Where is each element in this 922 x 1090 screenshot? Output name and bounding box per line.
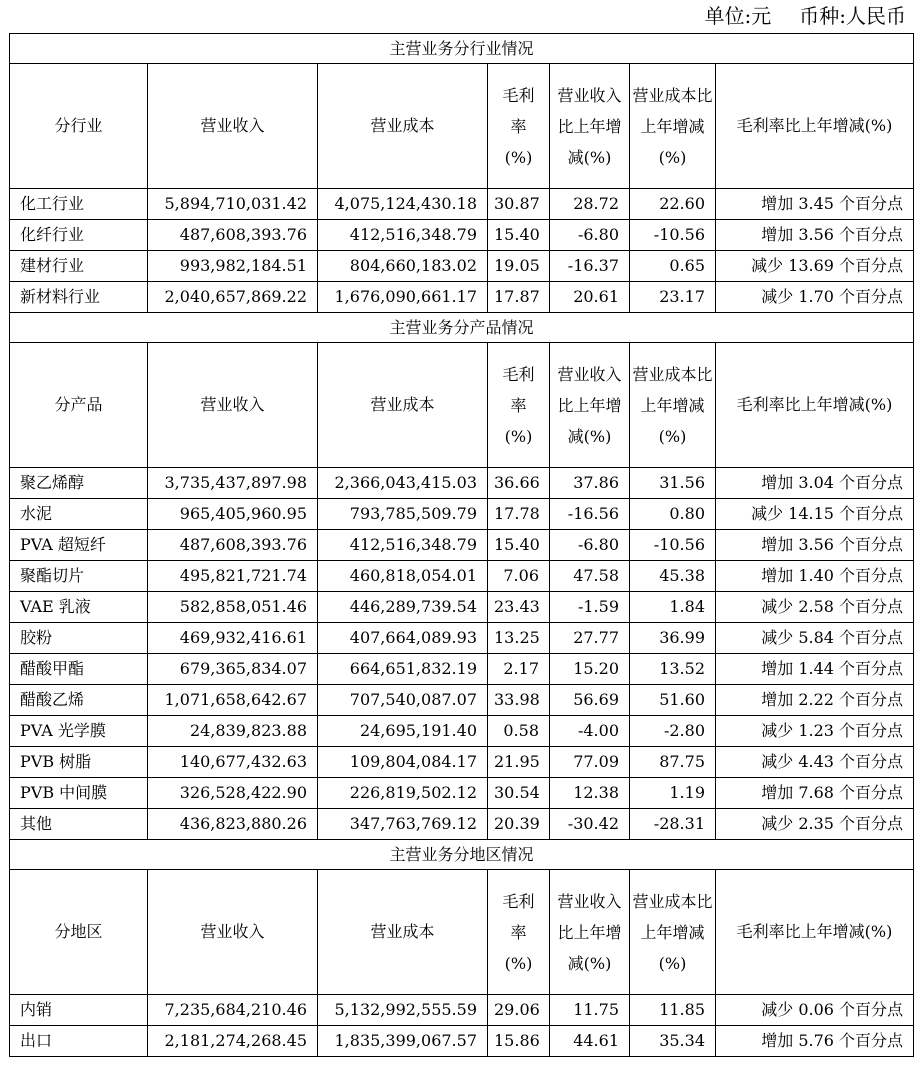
cell-revenue: 24,839,823.88 (148, 716, 318, 747)
table-row (10, 995, 914, 1026)
header-margin: 毛利率(%) (488, 343, 550, 468)
cell-cost: 4,075,124,430.18 (318, 189, 488, 220)
cell-margin: 20.39 (488, 809, 550, 840)
table-row (10, 623, 914, 654)
table-row (10, 189, 914, 220)
header-cost: 营业成本 (318, 343, 488, 468)
cell-margin-change: 增加 3.56 个百分点 (716, 220, 914, 251)
cell-cost: 664,651,832.19 (318, 654, 488, 685)
cell-cost-change: 35.34 (630, 1026, 716, 1057)
cell-cost: 1,676,090,661.17 (318, 282, 488, 313)
column-header-row (10, 64, 914, 189)
cell-cost-change: 45.38 (630, 561, 716, 592)
table-row (10, 499, 914, 530)
table-row (10, 530, 914, 561)
table-row (10, 282, 914, 313)
header-cost-change: 营业成本比上年增减(%) (630, 870, 716, 995)
cell-margin-change: 减少 4.43 个百分点 (716, 747, 914, 778)
header-cost: 营业成本 (318, 870, 488, 995)
cell-cost: 2,366,043,415.03 (318, 468, 488, 499)
cell-revenue-change: 28.72 (550, 189, 630, 220)
cell-revenue: 7,235,684,210.46 (148, 995, 318, 1026)
cell-cost: 707,540,087.07 (318, 685, 488, 716)
cell-revenue-change: 27.77 (550, 623, 630, 654)
cell-margin-change: 减少 1.23 个百分点 (716, 716, 914, 747)
row-name: PVA 超短纤 (10, 530, 148, 561)
row-name: 聚酯切片 (10, 561, 148, 592)
table-row (10, 561, 914, 592)
header-category: 分行业 (10, 64, 148, 189)
cell-revenue-change: -4.00 (550, 716, 630, 747)
cell-cost: 24,695,191.40 (318, 716, 488, 747)
cell-margin-change: 减少 14.15 个百分点 (716, 499, 914, 530)
cell-margin-change: 增加 5.76 个百分点 (716, 1026, 914, 1057)
cell-revenue-change: 11.75 (550, 995, 630, 1026)
cell-cost: 347,763,769.12 (318, 809, 488, 840)
cell-revenue-change: -16.37 (550, 251, 630, 282)
unit-currency-line (705, 2, 907, 30)
cell-revenue-change: 77.09 (550, 747, 630, 778)
cell-cost-change: 23.17 (630, 282, 716, 313)
cell-revenue-change: 37.86 (550, 468, 630, 499)
cell-margin: 17.78 (488, 499, 550, 530)
table-row (10, 1026, 914, 1057)
cell-revenue: 993,982,184.51 (148, 251, 318, 282)
cell-cost: 804,660,183.02 (318, 251, 488, 282)
cell-margin-change: 减少 2.35 个百分点 (716, 809, 914, 840)
row-name: 新材料行业 (10, 282, 148, 313)
header-margin-change: 毛利率比上年增减(%) (716, 343, 914, 468)
cell-cost-change: -10.56 (630, 530, 716, 561)
header-revenue-change: 营业收入比上年增减(%) (550, 870, 630, 995)
row-name: 出口 (10, 1026, 148, 1057)
table-row (10, 654, 914, 685)
row-name: 聚乙烯醇 (10, 468, 148, 499)
header-revenue: 营业收入 (148, 343, 318, 468)
cell-revenue-change: -6.80 (550, 220, 630, 251)
cell-margin: 0.58 (488, 716, 550, 747)
cell-margin-change: 减少 5.84 个百分点 (716, 623, 914, 654)
section-title: 主营业务分行业情况 (10, 34, 914, 64)
cell-margin-change: 减少 1.70 个百分点 (716, 282, 914, 313)
row-name: 醋酸甲酯 (10, 654, 148, 685)
cell-cost-change: 87.75 (630, 747, 716, 778)
table-row (10, 716, 914, 747)
cell-revenue: 140,677,432.63 (148, 747, 318, 778)
cell-cost: 5,132,992,555.59 (318, 995, 488, 1026)
cell-cost-change: -10.56 (630, 220, 716, 251)
cell-cost: 1,835,399,067.57 (318, 1026, 488, 1057)
cell-margin-change: 增加 3.56 个百分点 (716, 530, 914, 561)
section-title: 主营业务分地区情况 (10, 840, 914, 870)
cell-cost: 793,785,509.79 (318, 499, 488, 530)
table-row (10, 592, 914, 623)
unit-label: 单位:元 (704, 4, 772, 28)
cell-margin-change: 减少 2.58 个百分点 (716, 592, 914, 623)
table-body (10, 34, 914, 1057)
table-row (10, 685, 914, 716)
header-revenue-change: 营业收入比上年增减(%) (550, 343, 630, 468)
row-name: VAE 乳液 (10, 592, 148, 623)
cell-cost-change: 22.60 (630, 189, 716, 220)
cell-cost: 407,664,089.93 (318, 623, 488, 654)
cell-revenue: 2,040,657,869.22 (148, 282, 318, 313)
table-row (10, 747, 914, 778)
cell-revenue-change: 12.38 (550, 778, 630, 809)
section-title-row (10, 313, 914, 343)
column-header-row (10, 870, 914, 995)
row-name: 化工行业 (10, 189, 148, 220)
cell-margin: 21.95 (488, 747, 550, 778)
cell-margin: 15.40 (488, 220, 550, 251)
cell-margin: 15.40 (488, 530, 550, 561)
cell-revenue-change: 20.61 (550, 282, 630, 313)
cell-cost-change: 1.84 (630, 592, 716, 623)
cell-cost: 109,804,084.17 (318, 747, 488, 778)
cell-margin-change: 增加 7.68 个百分点 (716, 778, 914, 809)
cell-revenue: 495,821,721.74 (148, 561, 318, 592)
cell-margin: 23.43 (488, 592, 550, 623)
column-header-row (10, 343, 914, 468)
cell-revenue: 487,608,393.76 (148, 530, 318, 561)
cell-margin: 36.66 (488, 468, 550, 499)
cell-margin: 17.87 (488, 282, 550, 313)
table-row (10, 251, 914, 282)
table-row (10, 809, 914, 840)
header-revenue: 营业收入 (148, 870, 318, 995)
cell-cost: 460,818,054.01 (318, 561, 488, 592)
cell-margin: 30.87 (488, 189, 550, 220)
cell-revenue-change: -1.59 (550, 592, 630, 623)
cell-margin-change: 增加 1.40 个百分点 (716, 561, 914, 592)
cell-margin: 7.06 (488, 561, 550, 592)
header-margin: 毛利率(%) (488, 64, 550, 189)
cell-cost: 226,819,502.12 (318, 778, 488, 809)
header-category: 分地区 (10, 870, 148, 995)
table-row (10, 778, 914, 809)
cell-revenue: 326,528,422.90 (148, 778, 318, 809)
table-row (10, 220, 914, 251)
cell-margin: 33.98 (488, 685, 550, 716)
cell-cost-change: 0.80 (630, 499, 716, 530)
cell-margin-change: 增加 3.04 个百分点 (716, 468, 914, 499)
cell-revenue: 436,823,880.26 (148, 809, 318, 840)
header-revenue: 营业收入 (148, 64, 318, 189)
cell-revenue: 679,365,834.07 (148, 654, 318, 685)
cell-cost: 412,516,348.79 (318, 220, 488, 251)
section-title: 主营业务分产品情况 (10, 313, 914, 343)
cell-revenue: 1,071,658,642.67 (148, 685, 318, 716)
cell-cost-change: 0.65 (630, 251, 716, 282)
currency-label: 币种:人民币 (799, 4, 906, 28)
cell-revenue-change: 15.20 (550, 654, 630, 685)
cell-margin-change: 增加 2.22 个百分点 (716, 685, 914, 716)
cell-revenue: 2,181,274,268.45 (148, 1026, 318, 1057)
main-business-table (9, 33, 914, 1057)
row-name: 其他 (10, 809, 148, 840)
cell-revenue-change: -6.80 (550, 530, 630, 561)
cell-margin: 2.17 (488, 654, 550, 685)
cell-cost: 446,289,739.54 (318, 592, 488, 623)
header-cost-change: 营业成本比上年增减(%) (630, 343, 716, 468)
cell-cost-change: 51.60 (630, 685, 716, 716)
header-revenue-change: 营业收入比上年增减(%) (550, 64, 630, 189)
cell-margin: 15.86 (488, 1026, 550, 1057)
table-row (10, 468, 914, 499)
cell-margin: 30.54 (488, 778, 550, 809)
cell-revenue: 5,894,710,031.42 (148, 189, 318, 220)
cell-revenue: 965,405,960.95 (148, 499, 318, 530)
cell-margin-change: 增加 3.45 个百分点 (716, 189, 914, 220)
header-margin: 毛利率(%) (488, 870, 550, 995)
header-margin-change: 毛利率比上年增减(%) (716, 870, 914, 995)
section-title-row (10, 840, 914, 870)
cell-margin-change: 增加 1.44 个百分点 (716, 654, 914, 685)
cell-margin-change: 减少 13.69 个百分点 (716, 251, 914, 282)
section-title-row (10, 34, 914, 64)
cell-margin: 19.05 (488, 251, 550, 282)
cell-margin: 29.06 (488, 995, 550, 1026)
header-category: 分产品 (10, 343, 148, 468)
cell-cost-change: 36.99 (630, 623, 716, 654)
cell-margin-change: 减少 0.06 个百分点 (716, 995, 914, 1026)
header-cost-change: 营业成本比上年增减(%) (630, 64, 716, 189)
cell-cost-change: 13.52 (630, 654, 716, 685)
row-name: 醋酸乙烯 (10, 685, 148, 716)
cell-cost-change: 11.85 (630, 995, 716, 1026)
row-name: 建材行业 (10, 251, 148, 282)
cell-cost-change: -2.80 (630, 716, 716, 747)
cell-cost-change: 1.19 (630, 778, 716, 809)
cell-revenue: 487,608,393.76 (148, 220, 318, 251)
cell-revenue-change: -30.42 (550, 809, 630, 840)
cell-cost: 412,516,348.79 (318, 530, 488, 561)
cell-cost-change: -28.31 (630, 809, 716, 840)
cell-margin: 13.25 (488, 623, 550, 654)
cell-revenue-change: 56.69 (550, 685, 630, 716)
cell-revenue-change: 44.61 (550, 1026, 630, 1057)
cell-revenue: 469,932,416.61 (148, 623, 318, 654)
header-margin-change: 毛利率比上年增减(%) (716, 64, 914, 189)
cell-cost-change: 31.56 (630, 468, 716, 499)
row-name: PVB 中间膜 (10, 778, 148, 809)
header-cost: 营业成本 (318, 64, 488, 189)
cell-revenue-change: 47.58 (550, 561, 630, 592)
row-name: PVB 树脂 (10, 747, 148, 778)
row-name: 胶粉 (10, 623, 148, 654)
row-name: 化纤行业 (10, 220, 148, 251)
cell-revenue: 582,858,051.46 (148, 592, 318, 623)
row-name: 水泥 (10, 499, 148, 530)
row-name: PVA 光学膜 (10, 716, 148, 747)
cell-revenue: 3,735,437,897.98 (148, 468, 318, 499)
row-name: 内销 (10, 995, 148, 1026)
cell-revenue-change: -16.56 (550, 499, 630, 530)
